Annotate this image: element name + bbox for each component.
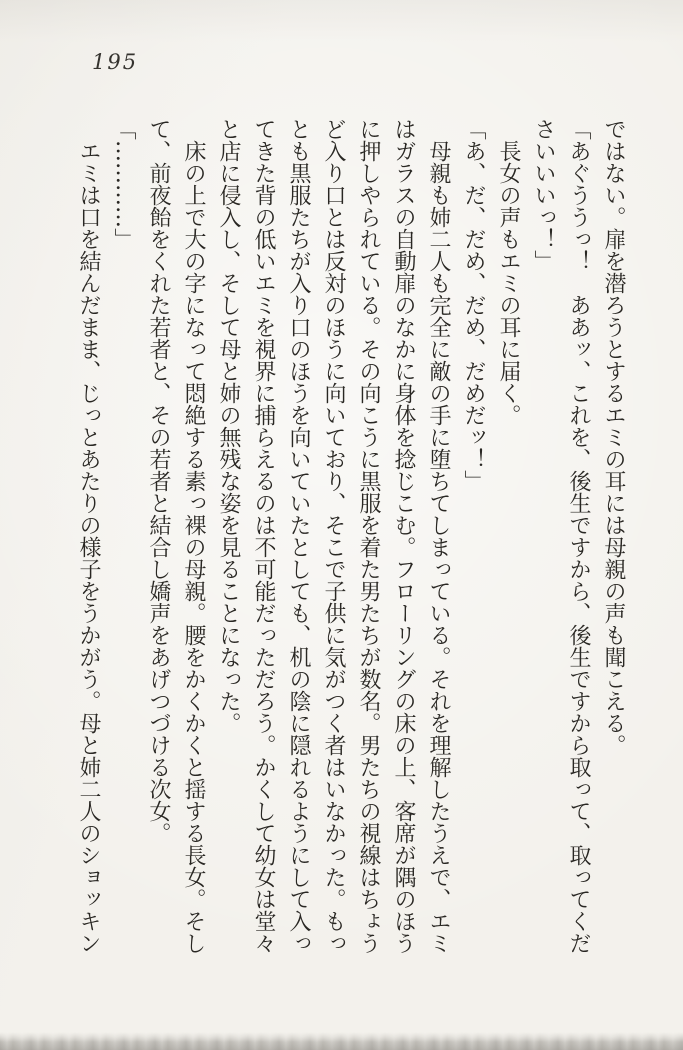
text-block: [69, 118, 631, 956]
paragraph: ではない。扉を潜ろうとするエミの耳には母親の声も聞こえる。: [601, 118, 626, 756]
paragraph: 「…………」: [111, 118, 136, 250]
page-number: 195: [92, 50, 139, 74]
paragraph: 母親も姉二人も完全に敵の手に堕ちてしまっている。それを理解したうえで、エミはガラスの自動扉のなかに身体を捻じこむ。フローリングの床の上、客席が隅のほうに押しやられている。その向こうに黒服を着た男たちが数名。男たちの視線はちょうど入り口とは反対のほうに向いており、そこで子供に気がつく者はいなかった。もっとも黒服たちが入り口のほうを向いていたとしても、机の陰に隠れるようにして入ってきた背の低いエミを視界に捕らえるのは不可能だっただろう。かくして幼女は堂々と店に侵入し、そして母と姉の無残な姿を見ることになった。: [216, 118, 451, 954]
paragraph: 床の上で大の字になって悶絶する素っ裸の母親。腰をかくかくと揺する長女。そして、前夜飴をくれた若者と、その若者と結合し嬌声をあげつづける次女。: [146, 118, 206, 954]
paragraph: 長女の声もエミの耳に届く。: [496, 140, 521, 426]
paragraph: エミは口を結んだまま、じっとあたりの様子をうかがう。母と姉二人のショッキン: [76, 140, 101, 954]
scan-edge-shadow: [0, 1032, 683, 1050]
paragraph: 「あ、だ、だめ、だめ、だめだッ！」: [461, 118, 486, 492]
paragraph: 「あぐううっ！ ああッ、これを、後生ですから、後生ですから取って、取ってくださいいいっ！」: [531, 118, 591, 954]
